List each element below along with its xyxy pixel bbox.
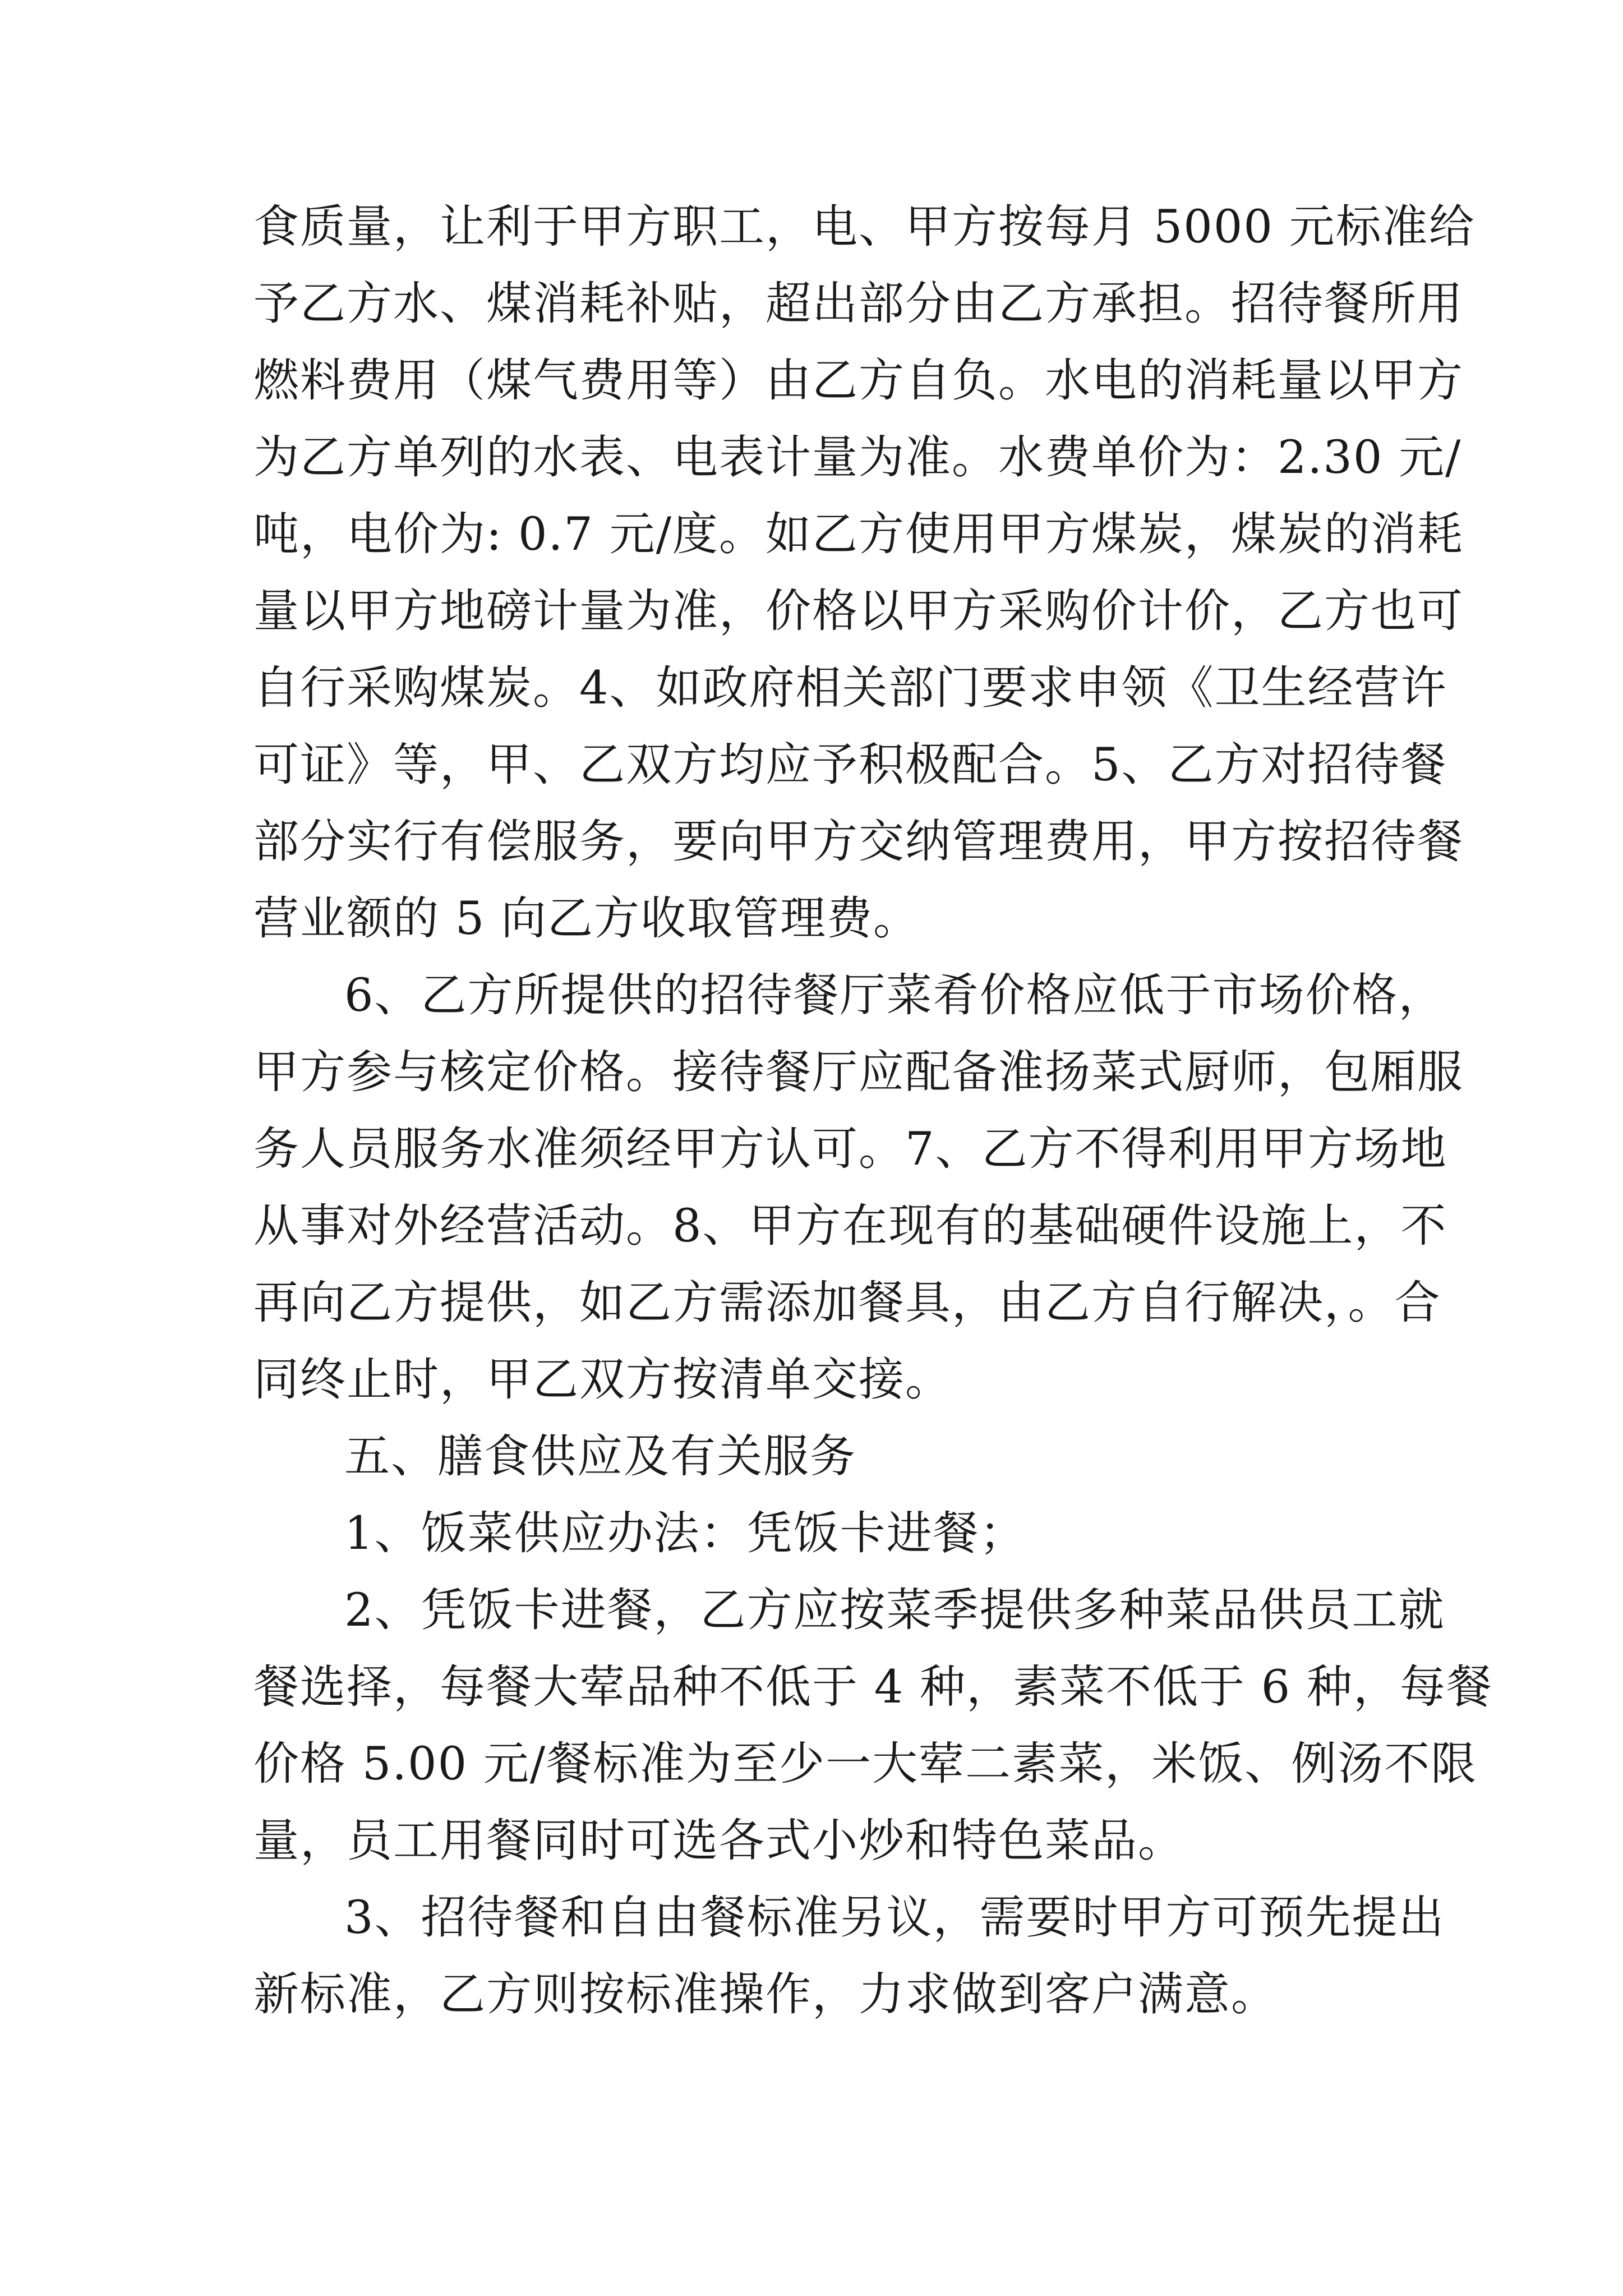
- text-line: 3、招待餐和自由餐标准另议，需要时甲方可预先提出: [344, 1892, 1445, 1944]
- text-line: 再向乙方提供，如乙方需添加餐具，由乙方自行解决，。合: [253, 1277, 1441, 1329]
- text-line: 可证》等，甲、乙双方均应予积极配合。5、乙方对招待餐: [253, 739, 1447, 792]
- text-line: 甲方参与核定价格。接待餐厅应配备淮扬菜式厨师，包厢服: [253, 1046, 1464, 1099]
- document-body: [253, 189, 1493, 2033]
- text-line: 吨，电价为: 0.7 元/度。如乙方使用甲方煤炭，煤炭的消耗: [253, 508, 1464, 561]
- text-line: 1、饭菜供应办法：凭饭卡进餐；: [344, 1507, 1026, 1560]
- section-heading: 五、膳食供应及有关服务: [344, 1430, 857, 1483]
- text-line: 2、凭饭卡进餐，乙方应按菜季提供多种菜品供员工就: [344, 1584, 1445, 1637]
- text-line: 同终止时，甲乙双方按清单交接。: [253, 1354, 952, 1406]
- text-line: 予乙方水、煤消耗补贴，超出部分由乙方承担。招待餐所用: [253, 278, 1464, 330]
- text-line: 价格 5.00 元/餐标准为至少一大荤二素菜，米饭、例汤不限: [253, 1738, 1478, 1791]
- text-line: 营业额的 5 向乙方收取管理费。: [253, 892, 920, 945]
- text-line: 燃料费用（煤气费用等）由乙方自负。水电的消耗量以甲方: [253, 355, 1464, 407]
- text-line: 新标准，乙方则按标准操作，力求做到客户满意。: [253, 1968, 1278, 2021]
- text-line: 餐选择，每餐大荤品种不低于 4 种，素菜不低于 6 种，每餐: [253, 1661, 1493, 1714]
- text-line: 从事对外经营活动。8、甲方在现有的基础硬件设施上，不: [253, 1200, 1447, 1253]
- text-line: 务人员服务水准须经甲方认可。7、乙方不得利用甲方场地: [253, 1123, 1447, 1176]
- text-line: 量以甲方地磅计量为准，价格以甲方采购价计价，乙方也可: [253, 585, 1464, 638]
- text-line: 自行采购煤炭。4、如政府相关部门要求申领《卫生经营许: [253, 662, 1447, 715]
- text-line: 为乙方单列的水表、电表计量为准。水费单价为：2.30 元/: [253, 431, 1462, 484]
- text-line: 量，员工用餐同时可选各式小炒和特色菜品。: [253, 1815, 1185, 1867]
- text-line: 食质量，让利于甲方职工，电、甲方按每月 5000 元标准给: [253, 201, 1476, 254]
- text-line: 部分实行有偿服务，要向甲方交纳管理费用，甲方按招待餐: [253, 816, 1464, 868]
- text-line: 6、乙方所提供的招待餐厅菜肴价格应低于市场价格，: [344, 969, 1445, 1022]
